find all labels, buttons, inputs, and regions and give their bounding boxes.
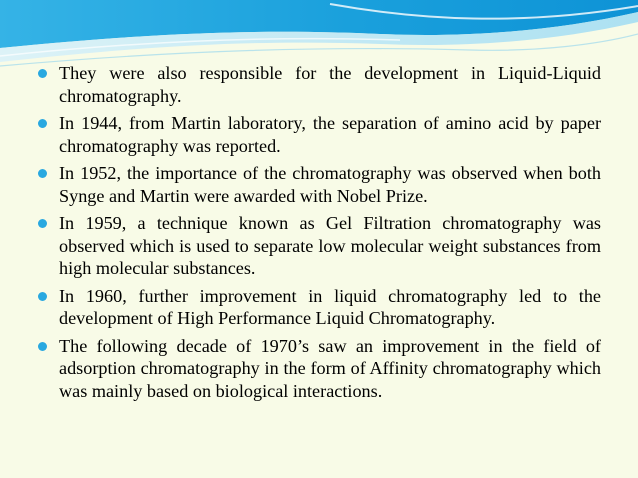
bullet-item — [38, 112, 601, 157]
bullet-text: They were also responsible for the development in Liquid-Liquid chromatography. — [59, 63, 601, 106]
bullet-dot-icon — [38, 292, 47, 301]
bullet-text: In 1960, further improvement in liquid chromatography led to the development of High Performance Liquid Chromatography. — [59, 285, 601, 328]
bullet-dot-icon — [38, 219, 47, 228]
bullet-dot-icon — [38, 342, 47, 351]
bullet-dot-icon — [38, 119, 47, 128]
bullet-item — [38, 212, 601, 280]
bullet-item — [38, 62, 601, 107]
bullet-text: The following decade of 1970’s saw an improvement in the field of adsorption chromatography in the form of Affinity chromatography which was mainly based on biological interactions. — [59, 335, 601, 401]
bullet-list — [38, 62, 601, 407]
bullet-item — [38, 285, 601, 330]
bullet-item — [38, 335, 601, 403]
bullet-text: In 1944, from Martin laboratory, the separation of amino acid by paper chromatography was reported. — [59, 113, 601, 156]
bullet-item — [38, 162, 601, 207]
bullet-text: In 1952, the importance of the chromatography was observed when both Synge and Martin were awarded with Nobel Prize. — [59, 163, 601, 206]
bullet-text: In 1959, a technique known as Gel Filtration chromatography was observed which is used to separate low molecular weight substances from high molecular substances. — [59, 213, 601, 278]
bullet-dot-icon — [38, 69, 47, 78]
bullet-dot-icon — [38, 169, 47, 178]
